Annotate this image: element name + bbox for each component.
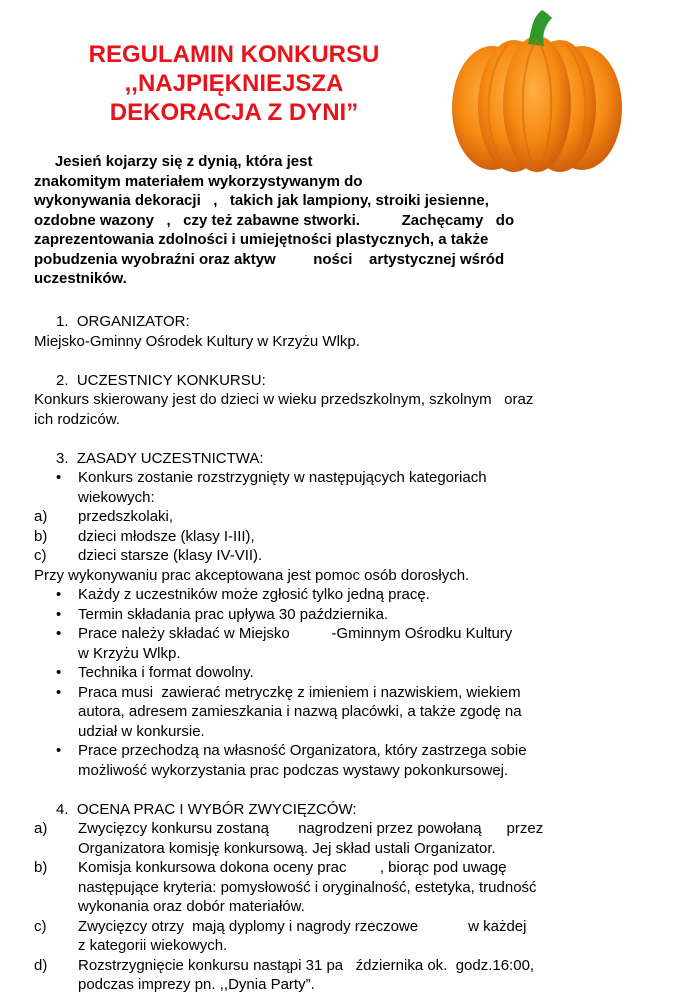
list-item xyxy=(34,507,634,527)
section-2-text: Konkurs skierowany jest do dzieci w wieku przedszkolnym, szkolnym oraz xyxy=(34,391,534,408)
intro-line: wykonywania dekoracji , takich jak lampiony, stroiki jesienne, xyxy=(34,192,489,209)
list-item-text: dzieci starsze (klasy IV-VII). xyxy=(78,547,263,564)
pumpkin-image xyxy=(448,4,626,176)
section-1-text: Miejsko-Gminny Ośrodek Kultury w Krzyżu Wlkp. xyxy=(34,332,360,350)
list-item xyxy=(34,683,634,703)
list-item xyxy=(34,624,634,644)
list-item xyxy=(34,605,634,625)
list-marker: a) xyxy=(34,508,48,525)
list-item xyxy=(34,741,634,761)
section-2-text: ich rodziców. xyxy=(34,410,120,428)
list-item-text: dzieci młodsze (klasy I-III), xyxy=(78,527,255,545)
list-item-text: Komisja konkursowa dokona oceny prac , biorąc pod uwagę xyxy=(78,859,507,876)
list-item-text: Prace przechodzą na własność Organizatora, który zastrzega sobie xyxy=(78,742,527,759)
list-item-text: Termin składania prac upływa 30 października. xyxy=(78,605,389,623)
list-item-text: możliwość wykorzystania prac podczas wystawy pokonkursowej. xyxy=(78,761,509,779)
list-item-text: autora, adresem zamieszkania i nazwą placówki, a także zgodę na xyxy=(78,703,522,720)
bullet-icon: • xyxy=(56,586,62,603)
section-1-heading: 1. ORGANIZATOR: xyxy=(56,313,190,330)
bullet-icon: • xyxy=(56,664,62,681)
list-item-text: udział w konkursie. xyxy=(78,722,205,740)
list-item xyxy=(34,819,634,839)
list-marker: a) xyxy=(34,820,48,837)
intro-line: uczestników. xyxy=(34,270,127,287)
bullet-icon: • xyxy=(56,683,62,701)
list-item xyxy=(34,546,634,566)
regulations-body xyxy=(34,312,634,995)
list-item xyxy=(34,917,634,937)
list-item-text: Zwycięzcy konkursu zostaną nagrodzeni przez powołaną przez xyxy=(78,820,544,837)
list-item-text: Rozstrzygnięcie konkursu nastąpi 31 pa ździernika ok. godz.16:00, xyxy=(78,956,535,974)
list-marker: c) xyxy=(34,547,47,564)
list-item-text: wykonania oraz dobór materiałów. xyxy=(78,898,305,915)
section-4-heading: 4. OCENA PRAC I WYBÓR ZWYCIĘZCÓW: xyxy=(56,800,357,818)
list-item-text: następujące kryteria: pomysłowość i oryginalność, estetyka, trudność xyxy=(78,878,537,896)
intro-line: ozdobne wazony , czy też zabawne stworki. Zachęcamy do xyxy=(34,211,515,229)
bullet-icon: • xyxy=(56,469,62,486)
list-item xyxy=(34,585,634,605)
list-item-text: Technika i format dowolny. xyxy=(78,664,254,681)
intro-line: pobudzenia wyobraźni oraz aktyw ności artystycznej wśród xyxy=(34,250,505,268)
list-item-text: wiekowych: xyxy=(78,488,155,506)
list-item-text: przedszkolaki, xyxy=(78,508,174,525)
list-item-text: Konkurs zostanie rozstrzygnięty w następujących kategoriach xyxy=(78,469,487,486)
list-marker: b) xyxy=(34,527,48,545)
list-item xyxy=(34,468,634,488)
intro-line: znakomitym materiałem wykorzystywanym do xyxy=(34,172,363,190)
list-marker: b) xyxy=(34,859,48,876)
list-item-text: Praca musi zawierać metryczkę z imieniem i nazwiskiem, wiekiem xyxy=(78,683,521,701)
list-item-text: z kategorii wiekowych. xyxy=(78,937,228,954)
list-item xyxy=(34,527,634,547)
section-2-heading: 2. UCZESTNICY KONKURSU: xyxy=(56,371,266,389)
title-line-1: REGULAMIN KONKURSU xyxy=(88,41,380,68)
list-marker: c) xyxy=(34,917,47,935)
list-item xyxy=(34,858,634,878)
document-title xyxy=(34,40,434,127)
intro-line: zaprezentowania zdolności i umiejętności plastycznych, a także xyxy=(34,231,489,248)
title-line-3: DEKORACJA Z DYNI” xyxy=(109,99,359,126)
title-line-2: ,,NAJPIĘKNIEJSZA xyxy=(124,70,344,97)
section-3-heading: 3. ZASADY UCZESTNICTWA: xyxy=(56,449,264,467)
intro-line: Jesień kojarzy się z dynią, która jest xyxy=(34,153,313,170)
list-item-text: w Krzyżu Wlkp. xyxy=(78,644,181,662)
section-3-note: Przy wykonywaniu prac akceptowana jest pomoc osób dorosłych. xyxy=(34,566,470,584)
list-item-text: Zwycięzcy otrzy mają dyplomy i nagrody rzeczowe w każdej xyxy=(78,917,527,935)
list-item-text: Prace należy składać w Miejsko -Gminnym Ośrodku Kultury xyxy=(78,625,513,642)
bullet-icon: • xyxy=(56,605,62,623)
list-item-text: podczas imprezy pn. ,,Dynia Party”. xyxy=(78,976,315,993)
list-item xyxy=(34,663,634,683)
intro-paragraph xyxy=(34,152,594,289)
list-item-text: Organizatora komisję konkursową. Jej skład ustali Organizator. xyxy=(78,839,496,857)
bullet-icon: • xyxy=(56,625,62,642)
list-marker: d) xyxy=(34,956,48,974)
bullet-icon: • xyxy=(56,742,62,759)
list-item xyxy=(34,956,634,976)
list-item-text: Każdy z uczestników może zgłosić tylko jedną pracę. xyxy=(78,586,430,603)
